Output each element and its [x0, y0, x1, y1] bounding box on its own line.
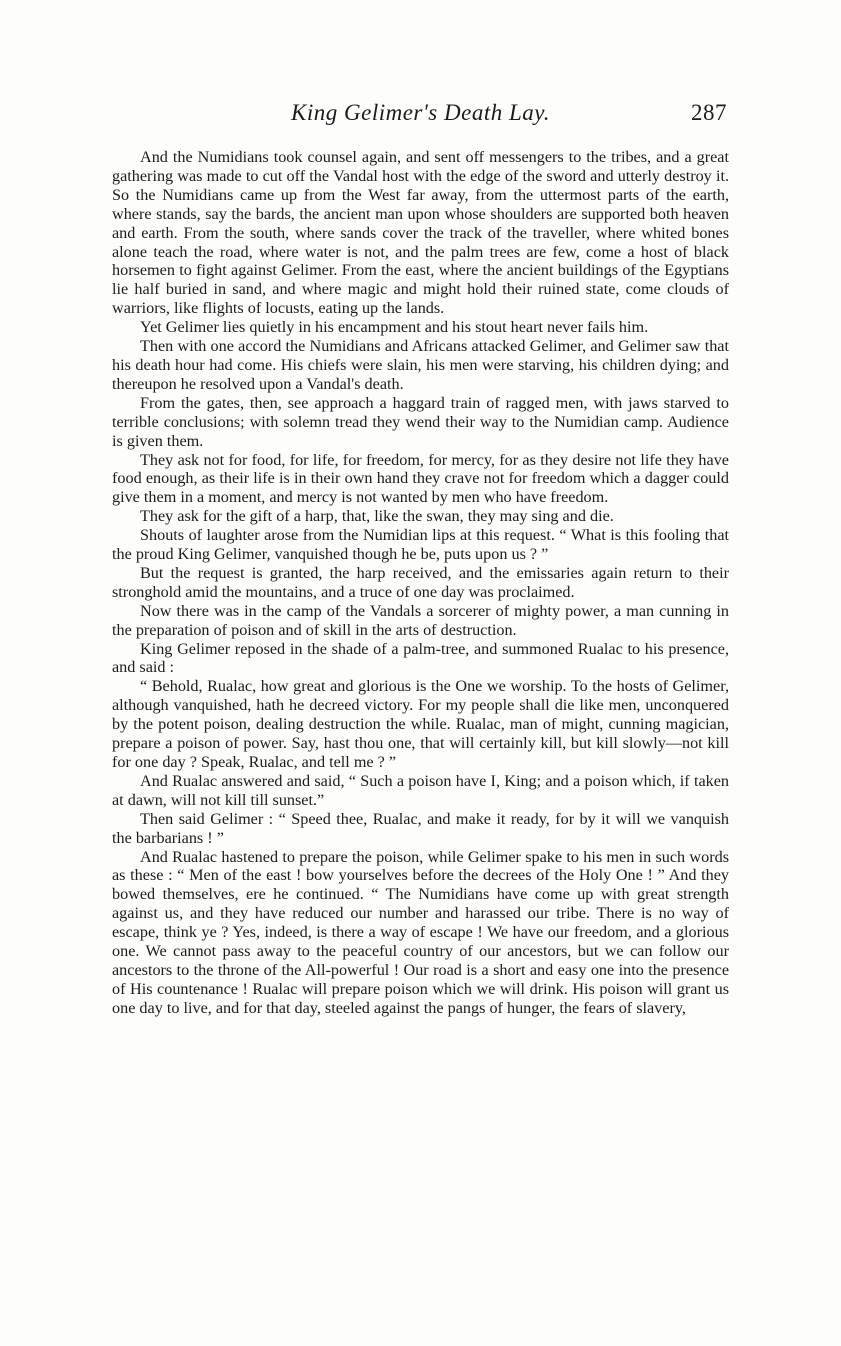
paragraph-7: Shouts of laughter arose from the Numidian lips at this request. “ What is this fooling that the proud King Gelimer, vanquished though he be, puts upon us ? ” — [112, 526, 729, 564]
paragraph-3: Then with one accord the Numidians and Africans attacked Gelimer, and Gelimer saw that his death hour had come. His chiefs were slain, his men were starving, his children dying; and thereupon he resolved upon a Vandal's death. — [112, 337, 729, 393]
paragraph-1: And the Numidians took counsel again, and sent off messengers to the tribes, and a great gathering was made to cut off the Vandal host with the edge of the sword and utterly destroy it. So the Numidians came up from the West far away, from the uttermost parts of the earth, where stands, say the bards, the ancient man upon whose shoulders are supported both heaven and earth. From the south, where sands cover the track of the traveller, where whited bones alone teach the road, where water is not, and the palm trees are few, come a host of black horsemen to fight against Gelimer. From the east, where the ancient buildings of the Egyptians lie half buried in sand, and where magic and might hold their ruined state, come clouds of warriors, like flights of locusts, eating up the lands. — [112, 148, 729, 318]
running-title: King Gelimer's Death Lay. — [291, 100, 550, 125]
page-number: 287 — [691, 100, 727, 125]
paragraph-11: “ Behold, Rualac, how great and glorious is the One we worship. To the hosts of Gelimer, although vanquished, hath he decreed victory. For my people shall die like men, unconquered by the potent poison, dealing destruction the while. Rualac, man of might, cunning magician, prepare a poison of power. Say, hast thou one, that will certainly kill, but kill slowly—not kill for one day ? Speak, Rualac, and tell me ? ” — [112, 677, 729, 771]
paragraph-14: And Rualac hastened to prepare the poison, while Gelimer spake to his men in such words as these : “ Men of the east ! bow yourselves before the decrees of the Holy One ! ” And they bowed themselves, ere he continued. “ The Numidians have come up with great strength against us, and they have reduced our number and harassed our tribe. There is no way of escape, think ye ? Yes, indeed, is there a way of escape ! We have our freedom, and a glorious one. We cannot pass away to the peaceful country of our ancestors, but we can follow our ancestors to the throne of the All-powerful ! Our road is a short and easy one into the presence of His countenance ! Rualac will prepare poison which we will drink. His poison will grant us one day to live, and for that day, steeled against the pangs of hunger, the fears of slavery, — [112, 847, 729, 1017]
paragraph-4: From the gates, then, see approach a haggard train of ragged men, with jaws starved to terrible conclusions; with solemn tread they wend their way to the Numidian camp. Audience is given them. — [112, 393, 729, 450]
paragraph-2: Yet Gelimer lies quietly in his encampment and his stout heart never fails him. — [140, 318, 649, 337]
paragraph-12: And Rualac answered and said, “ Such a poison have I, King; and a poison which, if taken at dawn, will not kill till sunset.” — [112, 771, 729, 809]
paragraph-10: King Gelimer reposed in the shade of a palm-tree, and summoned Rualac to his presence, and said : — [112, 639, 729, 677]
paragraph-9: Now there was in the camp of the Vandals a sorcerer of mighty power, a man cunning in the preparation of poison and of skill in the arts of destruction. — [112, 601, 729, 639]
body-text — [112, 148, 729, 1018]
paragraph-13: Then said Gelimer : “ Speed thee, Rualac, and make it ready, for by it will we vanquish the barbarians ! ” — [112, 809, 729, 847]
paragraph-6: They ask for the gift of a harp, that, like the swan, they may sing and die. — [140, 507, 614, 526]
paragraph-5: They ask not for food, for life, for freedom, for mercy, for as they desire not life they have food enough, as their life is in their own hand they crave not for freedom which a dagger could give them in a moment, and mercy is not wanted by men who have freedom. — [112, 450, 729, 507]
paragraph-8: But the request is granted, the harp received, and the emissaries again return to their stronghold amid the mountains, and a truce of one day was proclaimed. — [112, 563, 729, 601]
running-head — [112, 100, 729, 134]
